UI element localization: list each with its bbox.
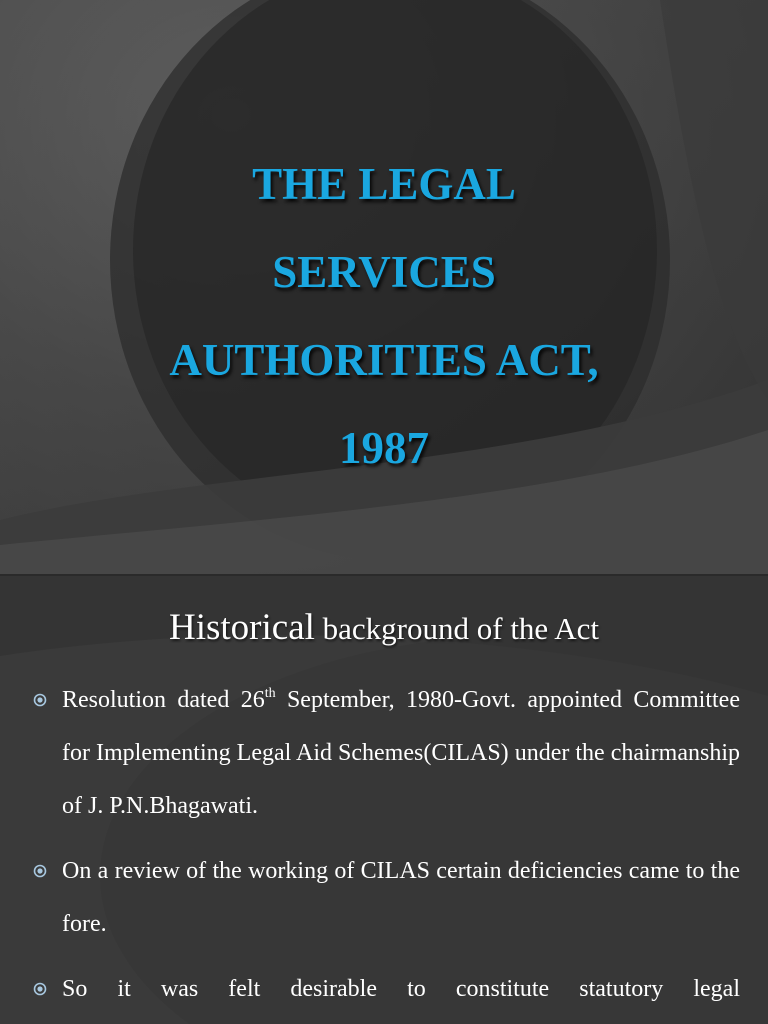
circle-dot-bullet-icon	[33, 864, 47, 878]
bullet-text-2: On a review of the working of CILAS certain deficiencies came to the fore.	[62, 858, 740, 937]
list-item	[28, 963, 740, 1016]
content-slide	[0, 576, 768, 1024]
bullet-text-3: So it was felt desirable to constitute statutory legal	[62, 976, 740, 1002]
slide-title	[0, 140, 768, 492]
heading-rest: background of the Act	[314, 611, 599, 646]
heading-main-word: Historical	[169, 607, 315, 648]
list-item	[28, 674, 740, 833]
title-line-2: SERVICES	[272, 247, 496, 297]
circle-dot-bullet-icon	[33, 982, 47, 996]
title-line-1: THE LEGAL	[252, 159, 516, 209]
list-item	[28, 845, 740, 951]
title-line-4: 1987	[339, 423, 429, 473]
title-line-3: AUTHORITIES ACT,	[169, 335, 599, 385]
bullet-text-1-pre: Resolution dated 26	[62, 687, 265, 713]
bullet-text-1-post: September, 1980-Govt. appointed Committee for Implementing Legal Aid Schemes(CILAS) under the chairmanship of J. P.N.Bhagawati.	[62, 687, 740, 819]
circle-dot-bullet-icon	[33, 693, 47, 707]
slide-heading	[0, 606, 768, 649]
bullet-list	[28, 674, 740, 1024]
bullet-text-1-sup: th	[264, 686, 276, 701]
